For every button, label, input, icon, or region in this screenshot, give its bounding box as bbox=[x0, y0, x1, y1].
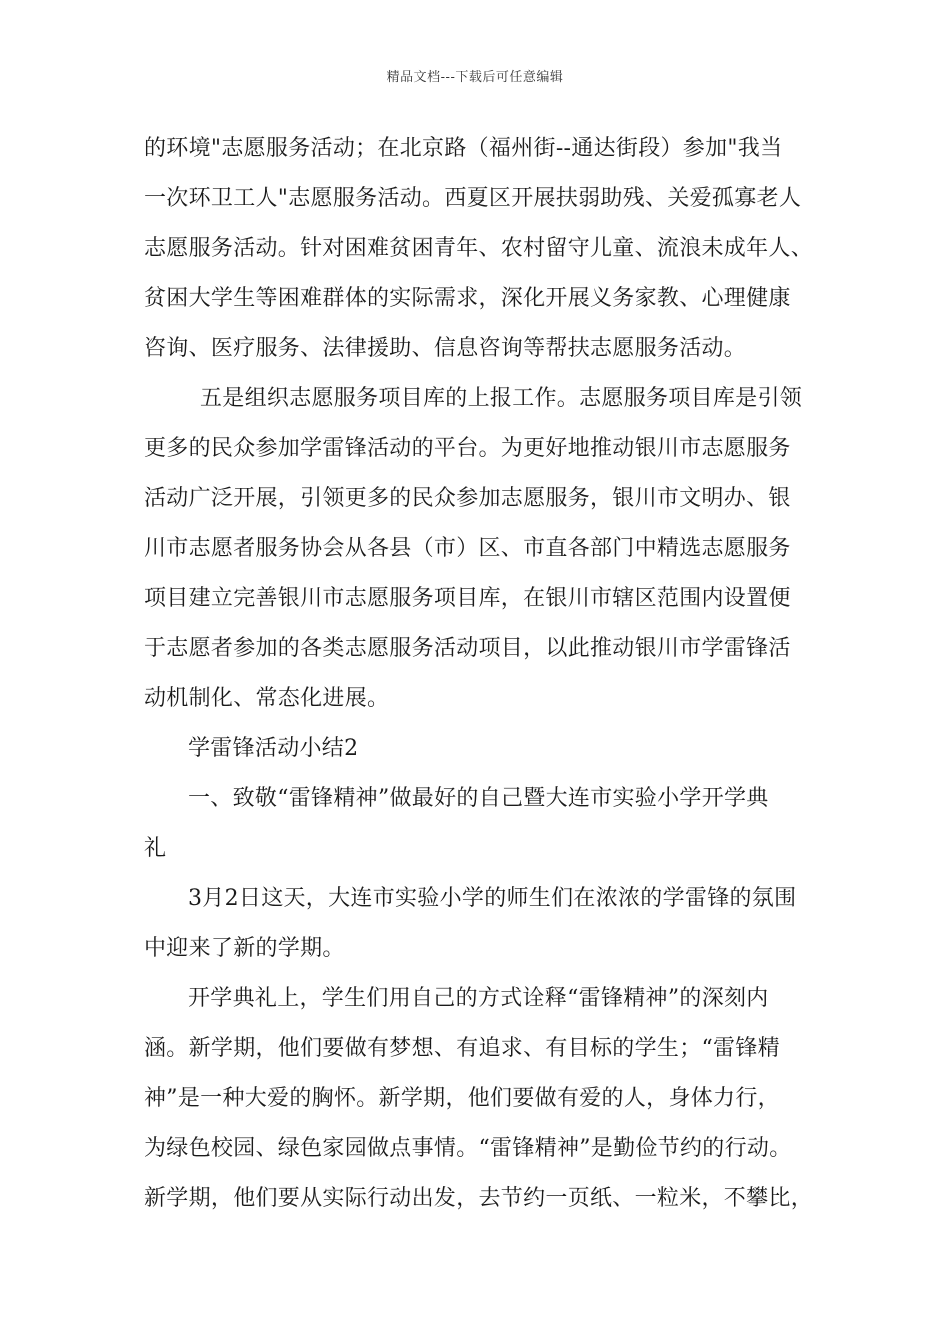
text-line: 礼 bbox=[144, 836, 167, 861]
text-line: 于志愿者参加的各类志愿服务活动项目，以此推动银川市学雷锋活 bbox=[144, 636, 791, 661]
text-line: 项目建立完善银川市志愿服务项目库，在银川市辖区范围内设置便 bbox=[144, 586, 791, 611]
page-header: 精品文档---下载后可任意编辑 bbox=[386, 70, 564, 85]
text-line: 动机制化、常态化进展。 bbox=[144, 686, 390, 711]
text-line: 川市志愿者服务协会从各县（市）区、市直各部门中精选志愿服务 bbox=[144, 536, 791, 561]
text-line: 开学典礼上，学生们用自己的方式诠释“雷锋精神”的深刻内 bbox=[188, 986, 769, 1011]
text-line: 为绿色校园、绿色家园做点事情。“雷锋精神”是勤俭节约的行动。 bbox=[144, 1136, 792, 1161]
text-line: 志愿服务活动。针对困难贫困青年、农村留守儿童、流浪未成年人、 bbox=[144, 236, 814, 261]
text-line: 学雷锋活动小结2 bbox=[188, 736, 359, 761]
text-line: 贫困大学生等困难群体的实际需求，深化开展义务家教、心理健康 bbox=[144, 286, 791, 311]
paragraph bbox=[144, 374, 834, 724]
text-line: 中迎来了新的学期。 bbox=[144, 936, 345, 961]
text-line: 一、致敬“雷锋精神”做最好的自己暨大连市实验小学开学典 bbox=[188, 786, 769, 811]
paragraph bbox=[144, 874, 834, 974]
paragraph bbox=[144, 974, 834, 1224]
section-heading bbox=[144, 724, 834, 774]
text-line: 活动广泛开展，引领更多的民众参加志愿服务，银川市文明办、银 bbox=[144, 486, 791, 511]
paragraph bbox=[144, 124, 834, 374]
text-line: 3月2日这天，大连市实验小学的师生们在浓浓的学雷锋的氛围 bbox=[188, 886, 797, 911]
text-line: 五是组织志愿服务项目库的上报工作。志愿服务项目库是引领 bbox=[200, 386, 803, 411]
paragraph bbox=[144, 774, 834, 874]
text-line: 一次环卫工人"志愿服务活动。西夏区开展扶弱助残、关爱孤寡老人 bbox=[144, 186, 802, 211]
document-body bbox=[144, 124, 834, 1224]
text-line: 更多的民众参加学雷锋活动的平台。为更好地推动银川市志愿服务 bbox=[144, 436, 791, 461]
text-line: 新学期，他们要从实际行动出发，去节约一页纸、一粒米，不攀比， bbox=[144, 1186, 814, 1211]
text-line: 咨询、医疗服务、法律援助、信息咨询等帮扶志愿服务活动。 bbox=[144, 336, 747, 361]
text-line: 神”是一种大爱的胸怀。新学期，他们要做有爱的人，身体力行， bbox=[144, 1086, 780, 1111]
text-line: 的环境"志愿服务活动；在北京路（福州街--通达街段）参加"我当 bbox=[144, 136, 783, 161]
text-line: 涵。新学期，他们要做有梦想、有追求、有目标的学生；“雷锋精 bbox=[144, 1036, 780, 1061]
